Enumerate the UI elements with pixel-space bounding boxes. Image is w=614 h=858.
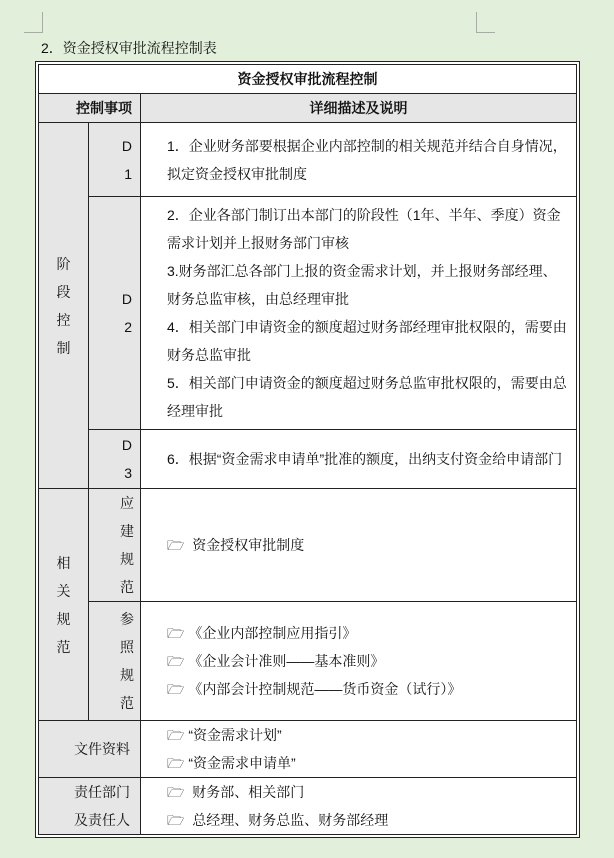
folder-icon: 🗁	[167, 784, 185, 800]
col-header-description: 详细描述及说明	[141, 94, 577, 123]
folder-icon: 🗁	[167, 625, 185, 641]
stage-code-d3: D 3	[89, 430, 141, 489]
section-heading: 2．资金授权审批流程控制表	[41, 40, 217, 56]
stage-code-d1: D 1	[89, 123, 141, 197]
stage-description-d2: 2．企业各部门制订出本部门的阶段性（1年、半年、季度）资金需求计划并上报财务部门审核 3.财务部汇总各部门上报的资金需求计划，并上报财务部经理、财务总监审核，由总经理审批 4．相关部门申请资金的额度超过财务部经理审批权限的，需要由财务总监审批 5．相关部门申请资金的额度超过财务总监审批权限的，需要由总经理审批	[141, 197, 577, 430]
stage-control-label: 阶 段 控 制	[39, 123, 89, 489]
responsible-list	[141, 778, 577, 835]
page-corner-mark	[24, 12, 43, 33]
list-item: 🗁 “资金需求申请单”	[167, 749, 570, 777]
required-norms-label: 应 建 规 范	[89, 489, 141, 602]
stage-description-d1: 1．企业财务部要根据企业内部控制的相关规范并结合自身情况，拟定资金授权审批制度	[141, 123, 577, 197]
folder-icon: 🗁	[167, 755, 185, 771]
reference-norms-label: 参 照 规 范	[89, 602, 141, 721]
folder-icon: 🗁	[167, 653, 185, 669]
responsible-label: 责任部门 及责任人	[39, 778, 141, 835]
related-norms-label: 相 关 规 范	[39, 489, 89, 721]
folder-icon: 🗁	[167, 812, 185, 828]
list-item: 🗁 “资金需求计划”	[167, 721, 570, 749]
list-item: 🗁 财务部、相关部门	[167, 778, 570, 806]
documents-label: 文件资料	[39, 721, 141, 778]
list-item: 🗁 《内部会计控制规范——货币资金（试行）》	[167, 675, 570, 703]
list-item: 🗁 《企业内部控制应用指引》	[167, 619, 570, 647]
folder-icon: 🗁	[167, 537, 185, 553]
list-item: 🗁 《企业会计准则——基本准则》	[167, 647, 570, 675]
list-item: 🗁 资金授权审批制度	[167, 531, 570, 559]
stage-description-d3: 6．根据“资金需求申请单”批准的额度，出纳支付资金给申请部门	[141, 430, 577, 489]
control-table	[35, 61, 580, 838]
table-title: 资金授权审批流程控制	[39, 65, 577, 94]
list-item: 🗁 总经理、财务总监、财务部经理	[167, 806, 570, 834]
folder-icon: 🗁	[167, 727, 185, 743]
folder-icon: 🗁	[167, 681, 185, 697]
page-corner-mark	[476, 12, 495, 33]
col-header-control-item: 控制事项	[39, 94, 141, 123]
documents-list	[141, 721, 577, 778]
required-norms-list	[141, 489, 577, 602]
reference-norms-list	[141, 602, 577, 721]
stage-code-d2: D 2	[89, 197, 141, 430]
